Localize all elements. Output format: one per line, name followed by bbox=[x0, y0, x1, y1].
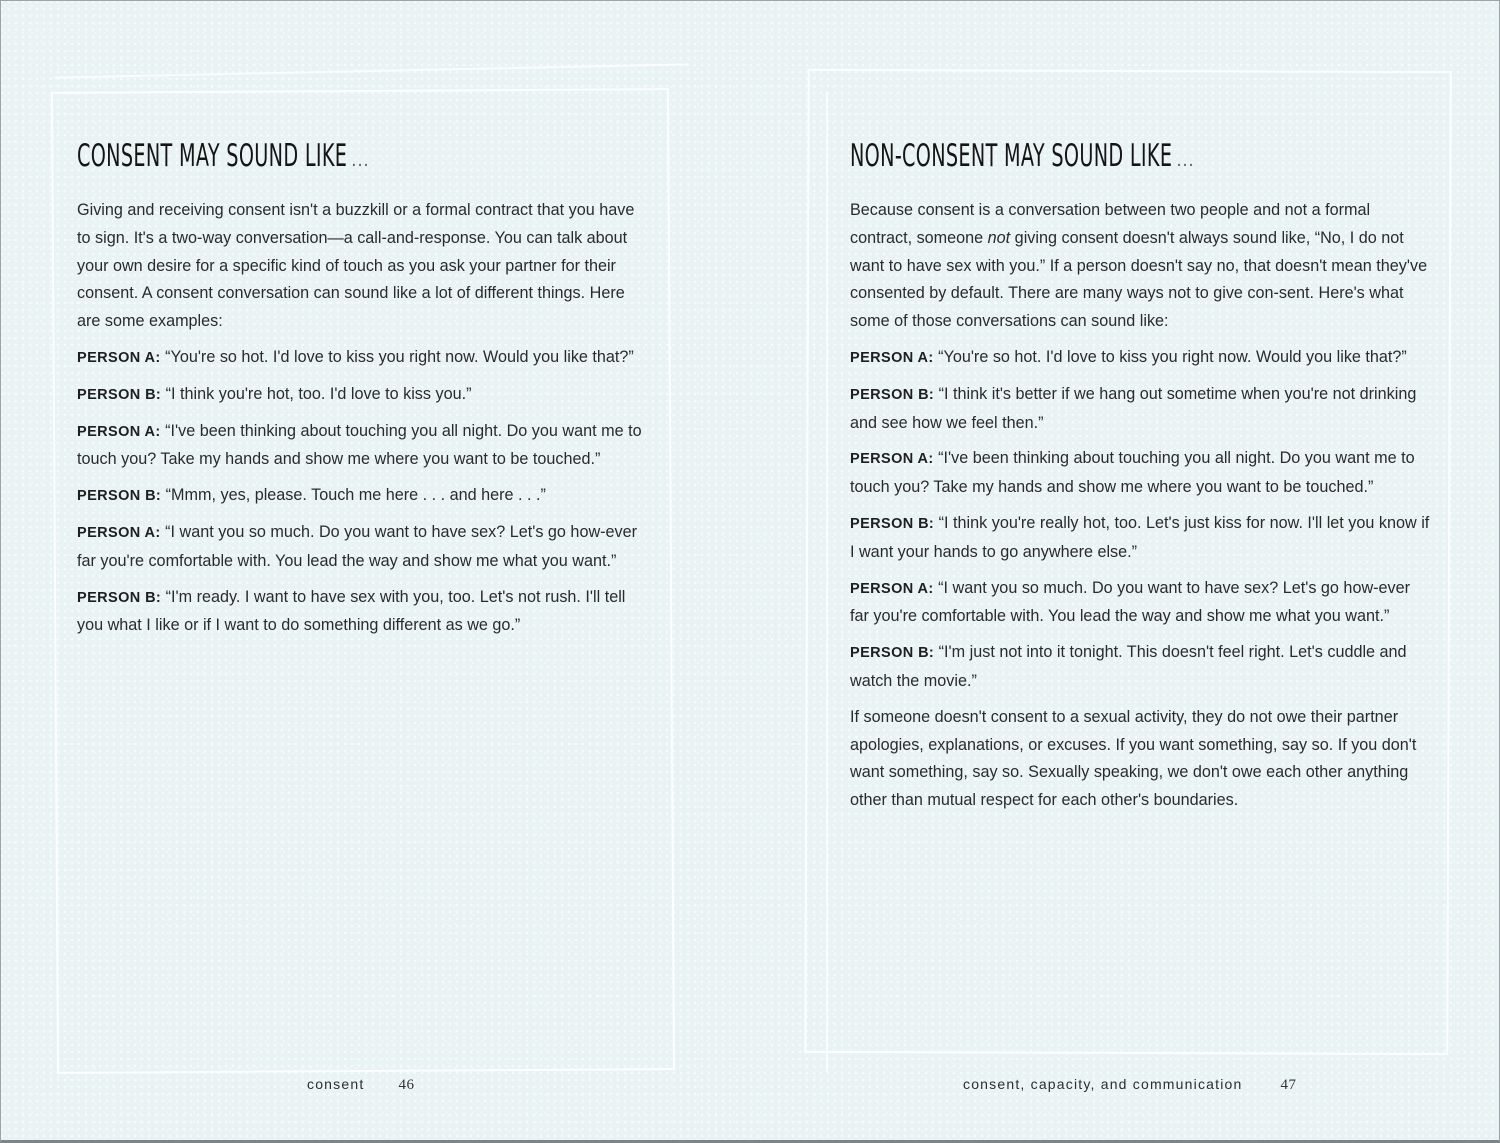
dialogue-line bbox=[77, 381, 647, 410]
intro-paragraph bbox=[850, 197, 1430, 336]
dialogue-text: “I think it's better if we hang out sometime when you're not drinking and see how we feel then.” bbox=[850, 384, 1417, 432]
running-head: consent, capacity, and communication bbox=[963, 1076, 1243, 1092]
dialogue-text: “You're so hot. I'd love to kiss you right now. Would you like that?” bbox=[165, 347, 634, 366]
speaker-label: PERSON B: bbox=[850, 515, 935, 532]
heading-ellipsis: ... bbox=[352, 150, 371, 171]
left-page-body bbox=[77, 197, 647, 648]
dialogue-text: “I want you so much. Do you want to have sex? Let's go how-ever far you're comfortable with. You lead the way and show me what you want.” bbox=[77, 522, 638, 570]
dialogue-text: “You're so hot. I'd love to kiss you right now. Would you like that?” bbox=[938, 347, 1407, 366]
right-page-heading bbox=[850, 138, 1195, 174]
dialogue-line bbox=[77, 418, 647, 475]
right-page-frame-inner-line bbox=[826, 92, 830, 1072]
speaker-label: PERSON B: bbox=[77, 386, 162, 403]
dialogue-line bbox=[77, 344, 647, 373]
speaker-label: PERSON A: bbox=[850, 580, 934, 597]
intro-text-start: Because consent is a conversation between two people and not a formal contract, someone bbox=[850, 201, 1371, 247]
speaker-label: PERSON B: bbox=[850, 386, 935, 403]
intro-emphasis: not bbox=[987, 228, 1011, 247]
dialogue-text: “I'm just not into it tonight. This doesn't feel right. Let's cuddle and watch the movie.” bbox=[850, 643, 1407, 690]
intro-paragraph: Giving and receiving consent isn't a buzzkill or a formal contract that you have to sign. It's a two-way conversation—a call-and-response. You can talk about your own desire for a specific kind of touch as you ask your partner for their consent. A consent conversation can sound like a lot of different things. Here are some examples: bbox=[77, 201, 635, 331]
dialogue-line bbox=[850, 381, 1430, 438]
dialogue-text: “I've been thinking about touching you all night. Do you want me to touch you? Take my hands and show me where you want to be touched.” bbox=[850, 449, 1415, 497]
speaker-label: PERSON A: bbox=[77, 349, 161, 366]
speaker-label: PERSON A: bbox=[850, 451, 934, 468]
speaker-label: PERSON B: bbox=[77, 589, 162, 606]
dialogue-text: “I think you're really hot, too. Let's just kiss for now. I'll let you know if I want your hands to go anywhere else.” bbox=[850, 513, 1430, 561]
dialogue-text: “I'm ready. I want to have sex with you, too. Let's not rush. I'll tell you what I like or if I want to do something different as we go.” bbox=[77, 587, 626, 635]
heading-text: CONSENT MAY SOUND LIKE bbox=[77, 138, 348, 174]
left-page-heading bbox=[77, 138, 370, 174]
right-page-body bbox=[850, 197, 1430, 823]
right-page-footer bbox=[963, 1076, 1297, 1094]
right-page bbox=[850, 0, 1430, 1143]
dialogue-line bbox=[850, 445, 1430, 502]
closing-paragraph: If someone doesn't consent to a sexual activity, they do not owe their partner apologies, explanations, or excuses. If you want something, say so. If you don't want something, say so. Sexually speaking, we don't owe each other anything other than mutual respect for each other's boundaries. bbox=[850, 707, 1417, 810]
speaker-label: PERSON A: bbox=[77, 423, 161, 440]
page-number: 46 bbox=[398, 1077, 415, 1093]
speaker-label: PERSON A: bbox=[77, 524, 161, 541]
dialogue-line bbox=[850, 575, 1430, 632]
dialogue-line bbox=[77, 482, 647, 511]
running-head: consent bbox=[307, 1076, 365, 1092]
speaker-label: PERSON B: bbox=[850, 645, 935, 662]
dialogue-text: “Mmm, yes, please. Touch me here . . . and here . . .” bbox=[165, 486, 546, 505]
dialogue-line bbox=[77, 584, 647, 641]
dialogue-line bbox=[77, 519, 647, 576]
dialogue-line bbox=[850, 639, 1430, 696]
dialogue-line bbox=[850, 344, 1430, 373]
dialogue-text: “I've been thinking about touching you all night. Do you want me to touch you? Take my hands and show me where you want to be touched.” bbox=[77, 421, 642, 469]
speaker-label: PERSON A: bbox=[850, 349, 934, 366]
left-page bbox=[77, 0, 647, 1143]
page-number: 47 bbox=[1280, 1077, 1297, 1093]
dialogue-text: “I want you so much. Do you want to have sex? Let's go how-ever far you're comfortable with. You lead the way and show me what you want.” bbox=[850, 578, 1411, 626]
intro-text-end: giving consent doesn't always sound like, “No, I do not want to have sex with you.” If a person doesn't say no, that doesn't mean they've consented by default. There are many ways not to give con-sent. Here's what some of those conversations can sound like: bbox=[850, 228, 1428, 331]
dialogue-text: “I think you're hot, too. I'd love to kiss you.” bbox=[165, 384, 472, 403]
heading-ellipsis: ... bbox=[1177, 150, 1196, 171]
left-page-footer bbox=[307, 1076, 414, 1094]
dialogue-line bbox=[850, 510, 1430, 567]
speaker-label: PERSON B: bbox=[77, 488, 162, 505]
heading-text: NON-CONSENT MAY SOUND LIKE bbox=[850, 138, 1173, 174]
